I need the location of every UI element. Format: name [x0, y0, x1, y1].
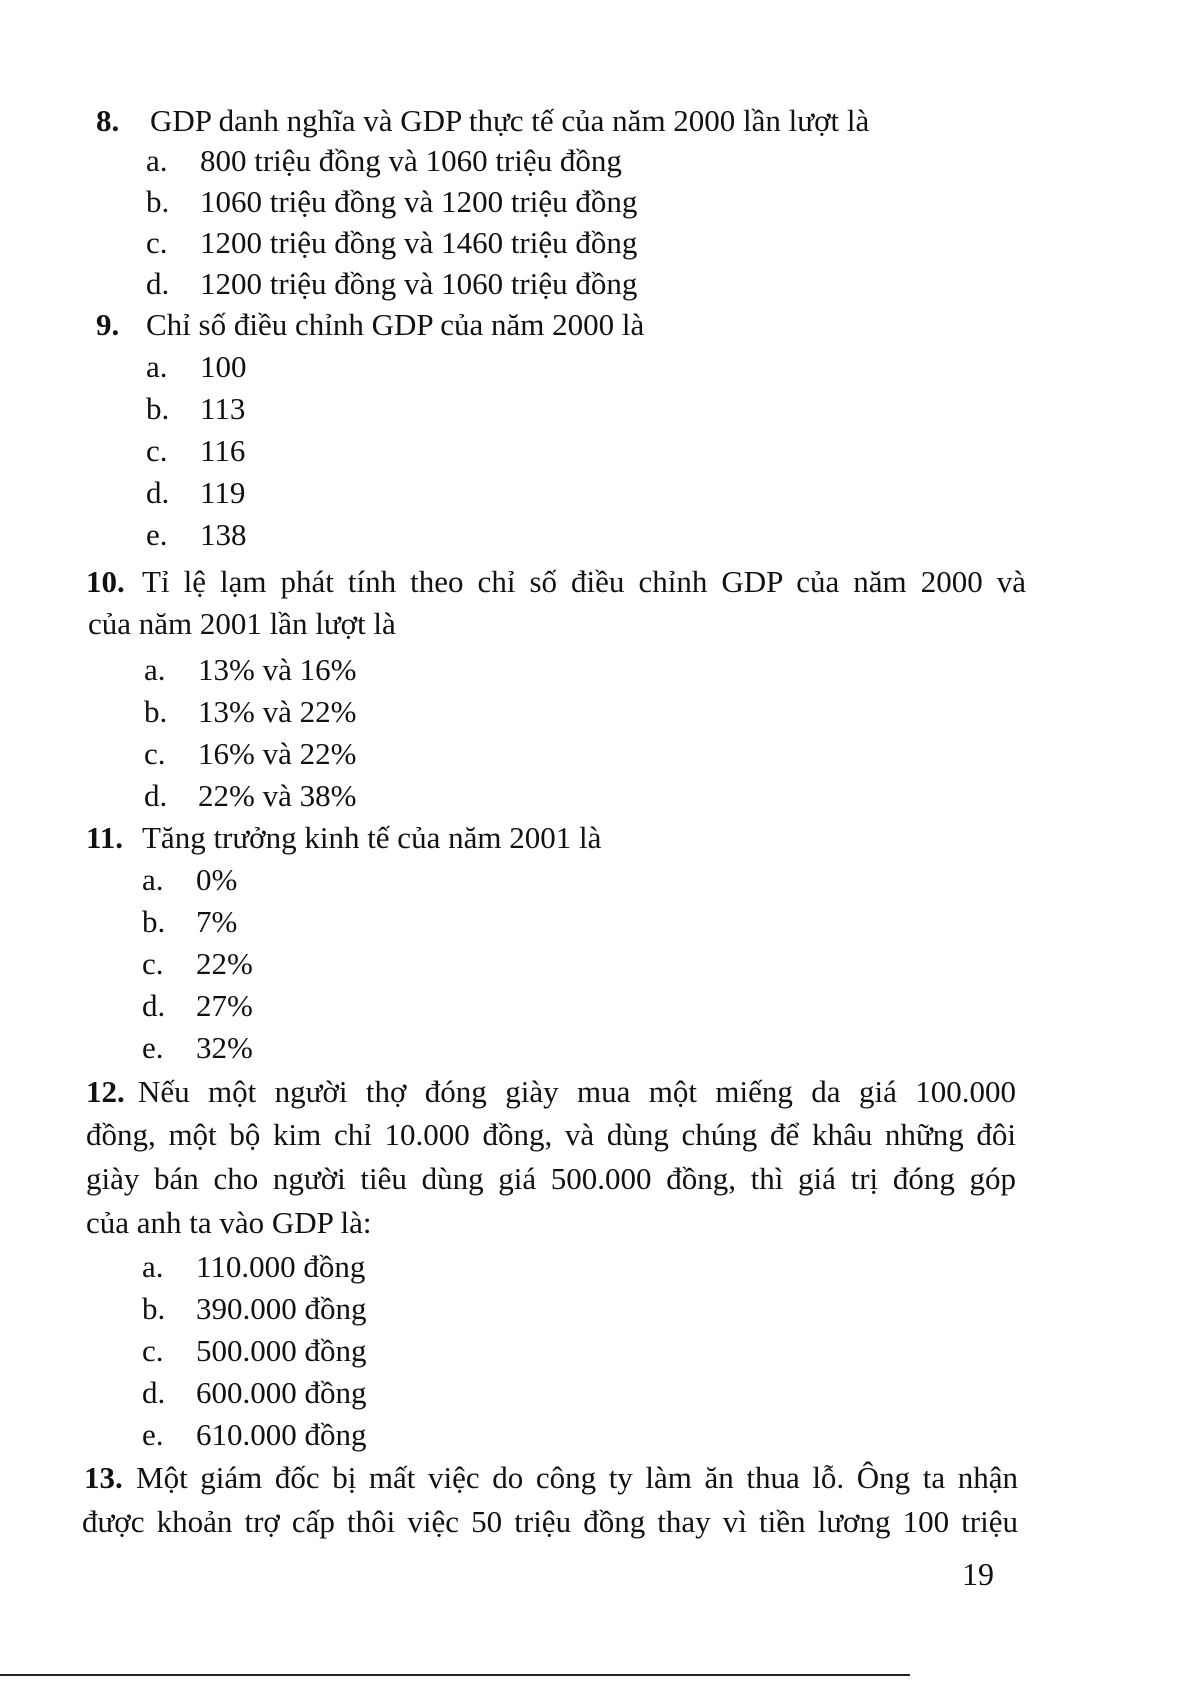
option-8b: [146, 182, 946, 222]
option-12b: [142, 1289, 642, 1329]
option-11a: [142, 860, 542, 900]
option-12e: [142, 1415, 642, 1455]
option-text: 390.000 đồng: [196, 1291, 367, 1326]
option-text: 7%: [196, 904, 238, 939]
option-9d: [146, 473, 546, 513]
option-10b: [144, 692, 644, 732]
question-10: [86, 562, 1026, 602]
option-9b: [146, 389, 546, 429]
option-9c: [146, 431, 546, 471]
option-8a: [146, 141, 946, 181]
option-12c: [142, 1331, 642, 1371]
question-text-line-2: được khoản trợ cấp thôi việc 50 triệu đồng thay vì tiền lương 100 triệu: [82, 1504, 1018, 1539]
question-number: 8.: [96, 103, 120, 138]
option-text: 100: [200, 349, 247, 384]
option-text: 500.000 đồng: [196, 1333, 367, 1368]
question-number: 9.: [96, 307, 120, 342]
option-text: 610.000 đồng: [196, 1417, 367, 1452]
question-text-line-2: của năm 2001 lần lượt là: [88, 606, 396, 641]
option-12a: [142, 1247, 642, 1287]
option-11c: [142, 944, 542, 984]
option-letter: e.: [142, 1030, 164, 1065]
question-13: [84, 1458, 1018, 1498]
option-text: 1060 triệu đồng và 1200 triệu đồng: [200, 184, 638, 219]
question-8: [96, 101, 996, 141]
option-text: 138: [200, 517, 247, 552]
option-letter: b.: [146, 184, 170, 219]
option-letter: d.: [142, 988, 166, 1023]
option-text: 1200 triệu đồng và 1460 triệu đồng: [200, 225, 638, 260]
option-10c: [144, 734, 644, 774]
option-letter: a.: [144, 652, 166, 687]
option-8d: [146, 264, 946, 304]
option-letter: d.: [144, 778, 168, 813]
option-letter: b.: [142, 1291, 166, 1326]
option-letter: d.: [146, 475, 170, 510]
option-letter: b.: [146, 391, 170, 426]
option-text: 13% và 16%: [198, 652, 357, 687]
option-9a: [146, 347, 546, 387]
question-number: 12.: [86, 1074, 125, 1109]
option-text: 1200 triệu đồng và 1060 triệu đồng: [200, 266, 638, 301]
option-text: 32%: [196, 1030, 253, 1065]
option-letter: c.: [144, 736, 166, 771]
option-10a: [144, 650, 644, 690]
option-12d: [142, 1373, 642, 1413]
option-letter: a.: [146, 349, 168, 384]
option-11e: [142, 1028, 542, 1068]
option-text: 16% và 22%: [198, 736, 357, 771]
question-text-line-1: Nếu một người thợ đóng giày mua một miếng da giá 100.000: [138, 1074, 1016, 1109]
option-text: 600.000 đồng: [196, 1375, 367, 1410]
question-9: [96, 305, 996, 345]
question-number: 11.: [86, 820, 124, 855]
question-text: Tăng trưởng kinh tế của năm 2001 là: [142, 820, 602, 855]
option-letter: a.: [142, 1249, 164, 1284]
question-11: [86, 818, 986, 858]
question-text-line-3: giày bán cho người tiêu dùng giá 500.000 đồng, thì giá trị đóng góp: [86, 1161, 1016, 1196]
bottom-divider: [0, 1674, 910, 1676]
option-letter: b.: [142, 904, 166, 939]
question-12: [86, 1072, 1016, 1112]
option-text: 27%: [196, 988, 253, 1023]
option-10d: [144, 776, 644, 816]
question-text-line-2: đồng, một bộ kim chỉ 10.000 đồng, và dùng chúng để khâu những đôi: [86, 1117, 1016, 1152]
option-letter: d.: [142, 1375, 166, 1410]
option-text: 119: [200, 475, 246, 510]
question-number: 10.: [86, 564, 125, 599]
option-letter: d.: [146, 266, 170, 301]
option-9e: [146, 515, 546, 555]
option-letter: c.: [146, 433, 168, 468]
option-11d: [142, 986, 542, 1026]
option-text: 22%: [196, 946, 253, 981]
option-letter: a.: [142, 862, 164, 897]
question-text-line-1: Một giám đốc bị mất việc do công ty làm ăn thua lỗ. Ông ta nhận: [136, 1460, 1018, 1495]
option-8c: [146, 223, 946, 263]
option-letter: c.: [146, 225, 168, 260]
page-number: 19: [962, 1556, 994, 1592]
option-text: 110.000 đồng: [196, 1249, 366, 1284]
option-text: 13% và 22%: [198, 694, 357, 729]
option-text: 113: [200, 391, 246, 426]
question-text: GDP danh nghĩa và GDP thực tế của năm 2000 lần lượt là: [150, 103, 870, 138]
question-text-line-4: của anh ta vào GDP là:: [86, 1205, 372, 1240]
option-letter: c.: [142, 1333, 164, 1368]
option-letter: b.: [144, 694, 168, 729]
option-letter: c.: [142, 946, 164, 981]
option-letter: e.: [142, 1417, 164, 1452]
question-number: 13.: [84, 1460, 123, 1495]
option-text: 800 triệu đồng và 1060 triệu đồng: [200, 143, 622, 178]
option-letter: a.: [146, 143, 168, 178]
question-text-line-1: Tỉ lệ lạm phát tính theo chỉ số điều chỉnh GDP của năm 2000 và: [142, 564, 1026, 599]
option-letter: e.: [146, 517, 168, 552]
option-text: 116: [200, 433, 246, 468]
question-text: Chỉ số điều chỉnh GDP của năm 2000 là: [146, 307, 645, 342]
option-text: 0%: [196, 862, 238, 897]
option-11b: [142, 902, 542, 942]
option-text: 22% và 38%: [198, 778, 357, 813]
